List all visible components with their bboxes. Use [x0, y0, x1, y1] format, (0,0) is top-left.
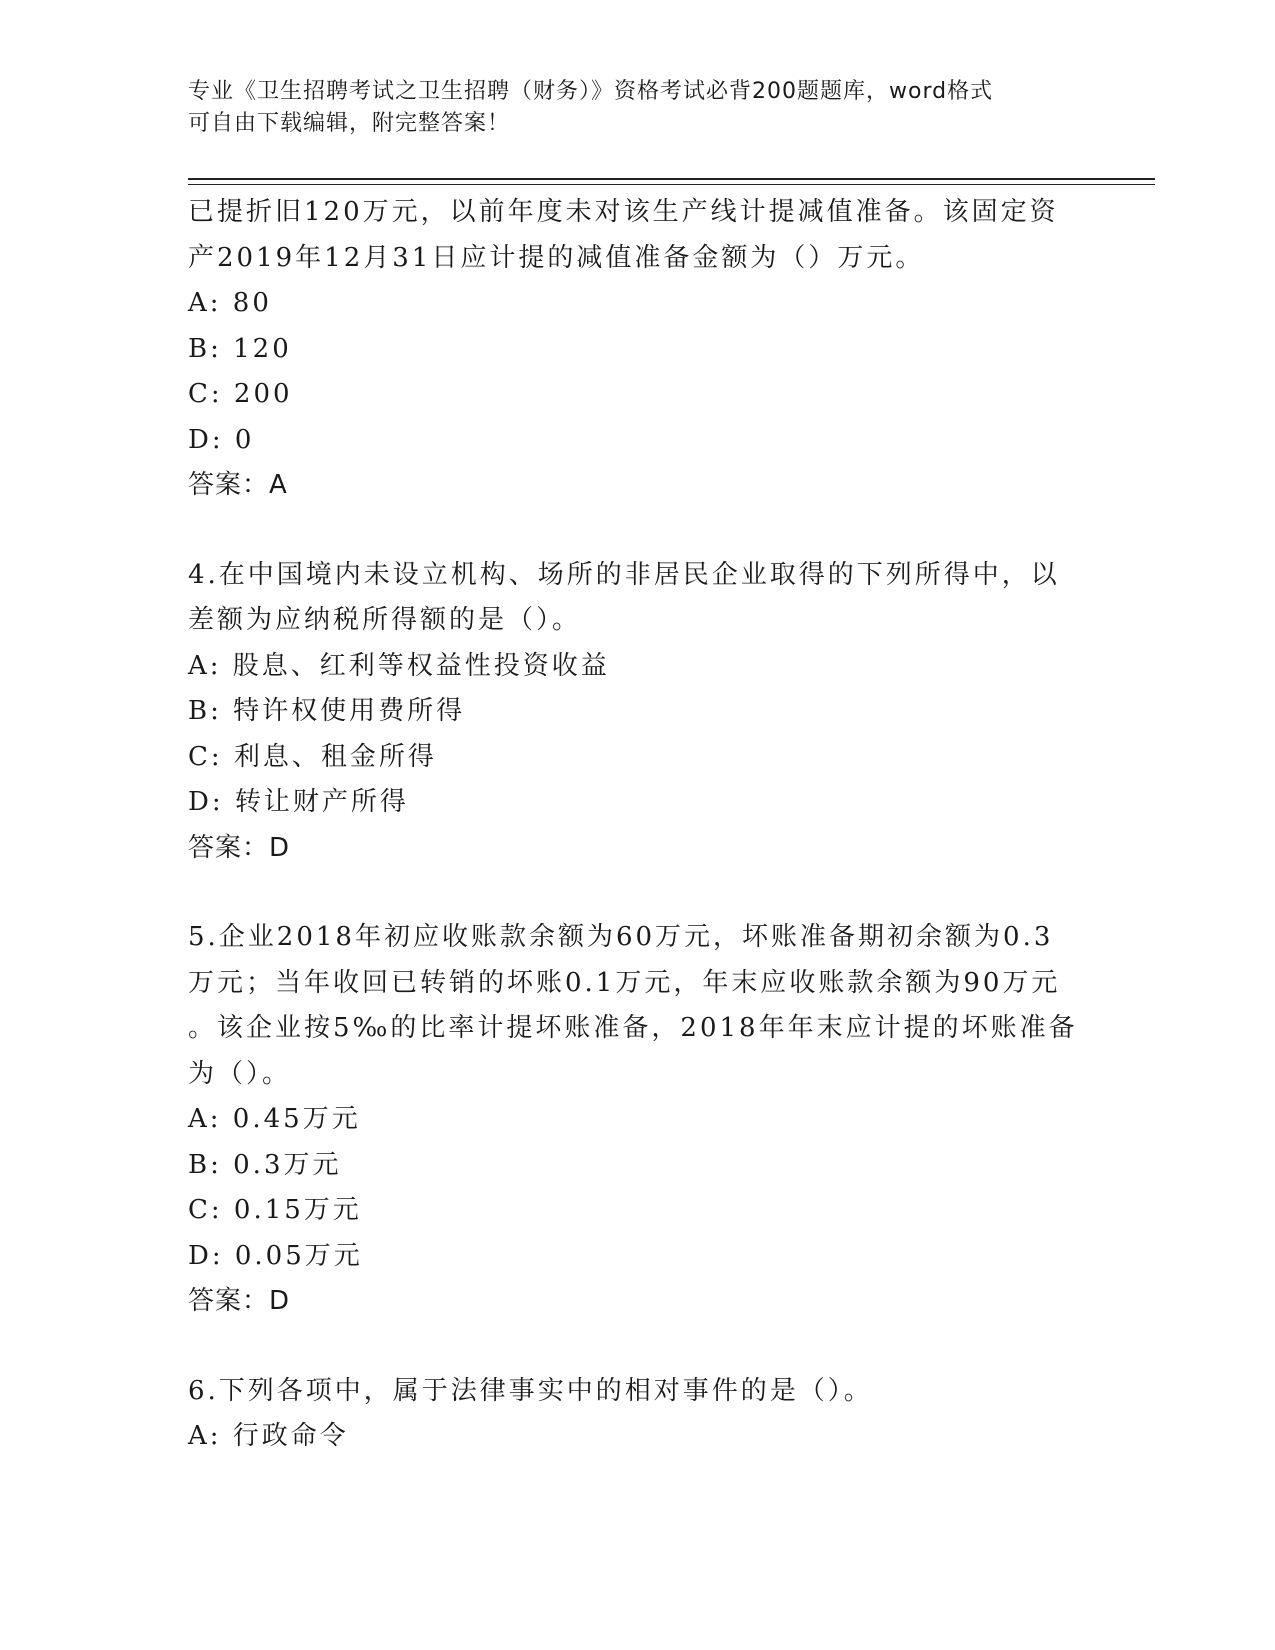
option-d: D: 转让财产所得: [188, 787, 409, 817]
question-spacer: [188, 509, 1088, 553]
answer-line: 答案：A: [188, 470, 288, 500]
option-c: C: 0.15万元: [188, 1195, 362, 1225]
question-list: [188, 190, 1088, 1460]
option-b: B: 120: [188, 333, 292, 364]
option-a: A: 行政命令: [188, 1421, 349, 1451]
option-a: A: 0.45万元: [188, 1104, 361, 1134]
question-5: [188, 915, 1088, 1325]
header-divider-thick: [188, 178, 1155, 180]
question-stem: 万元；当年收回已转销的坏账0.1万元，年末应收账款余额为90万元: [188, 967, 1061, 998]
header-divider-thin: [188, 184, 1155, 185]
option-b: B: 0.3万元: [188, 1149, 342, 1180]
question-stem: 已提折旧120万元，以前年度未对该生产线计提减值准备。该固定资: [188, 197, 1059, 227]
option-a: A: 股息、红利等权益性投资收益: [188, 650, 610, 681]
question-stem: 5.企业2018年初应收账款余额为60万元，坏账准备期初余额为0.3: [188, 922, 1054, 952]
question-stem: 6.下列各项中，属于法律事实中的相对事件的是（）。: [188, 1375, 873, 1406]
question-spacer: [188, 1325, 1088, 1369]
question-stem: 为（）。: [188, 1058, 292, 1089]
question-3: [188, 190, 1088, 509]
option-d: D: 0: [188, 424, 255, 455]
question-stem: 。该企业按5‰的比率计提坏账准备，2018年年末应计提的坏账准备: [188, 1013, 1078, 1043]
document-header: [188, 76, 1068, 140]
header-line-1: 专业《卫生招聘考试之卫生招聘（财务）》资格考试必背200题题库，word格式: [188, 79, 994, 104]
option-c: C: 200: [188, 379, 293, 409]
option-d: D: 0.05万元: [188, 1240, 363, 1271]
option-b: B: 特许权使用费所得: [188, 696, 466, 726]
answer-line: 答案：D: [188, 1286, 291, 1316]
question-stem: 4.在中国境内未设立机构、场所的非居民企业取得的下列所得中，以: [188, 559, 1060, 590]
option-a: A: 80: [188, 288, 272, 318]
option-c: C: 利息、租金所得: [188, 741, 437, 772]
question-stem: 产2019年12月31日应计提的减值准备金额为（）万元。: [188, 242, 925, 273]
question-stem: 差额为应纳税所得额的是（）。: [188, 605, 582, 635]
question-6: [188, 1369, 1088, 1460]
header-line-2: 可自由下载编辑，附完整答案！: [188, 111, 511, 136]
answer-line: 答案：D: [188, 832, 291, 863]
question-spacer: [188, 871, 1088, 915]
question-4: [188, 553, 1088, 872]
